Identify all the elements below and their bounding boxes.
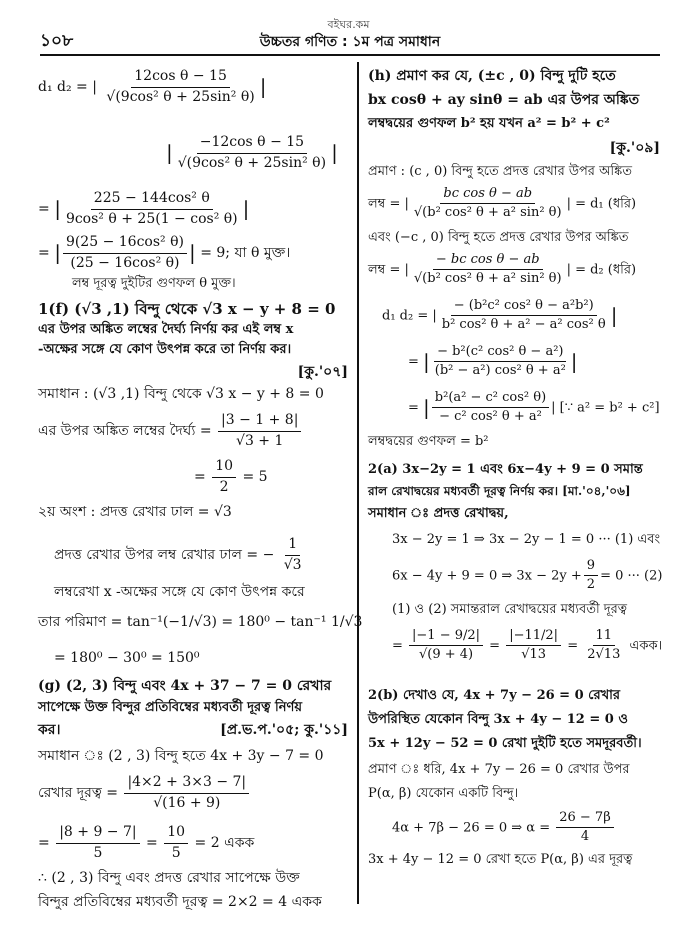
watermark-text: বইঘর.কম [327,18,370,31]
proof-2b-line-1: প্রমাণ ঃ ধরি, 4x + 7y − 26 = 0 রেখার উপর [368,762,630,777]
text: লম্ব = | [368,196,409,212]
proof-line-5: d₁ d₂ = | $\frac{\text{− (b²c² cos² θ − a²b²)}}{\text{b² cos² θ + a² − a² cos² θ}}$ | [382,298,618,333]
proof-2b-line-3 [392,810,616,846]
question-2a-line-2: রাল রেখাদ্বয়ের মধ্যবর্তী দূরত্ব নির্ণয় কর। [মা.'০৪,'০৬] [368,484,631,498]
part-2-heading: ২য় অংশ : প্রদত্ত রেখার ঢাল = √3 [38,504,232,520]
d1d2-line-3: = | $\frac{\text{225 − 144cos² θ}}{\text{9cos² θ + 25(1 − cos² θ)}}$ | [38,190,250,227]
denominator: √(16 + 9) [153,794,221,811]
fraction [103,68,257,106]
denominator: b² cos² θ + a² − a² cos² θ [441,317,606,333]
question-g-tag: [প্র.ভ.প.'০৫; কু.'১১] [220,722,348,738]
text: | = d₂ (ধরি) [566,262,637,278]
question-h-tag: [কু.'০৯] [609,140,660,156]
denominator: √3 [283,556,302,573]
equation-lhs: d₁ d₂ = | [38,79,97,95]
fraction [164,824,188,862]
proof-line-6: = | $\frac{\text{− b²(c² cos² θ − a²)}}{\text{(b² − a²) cos² θ + a²}}$ | [408,344,578,379]
fraction [411,186,565,222]
numerator: 225 − 144cos² θ [91,190,213,210]
denominator: √13 [521,647,547,663]
numerator: 9(25 − 16cos² θ) [63,234,187,254]
numerator: 9 [584,558,598,576]
denominator: √(b² cos² θ + a² sin² θ) [413,205,562,221]
denominator: √(9 + 4) [418,647,474,663]
text: 6x − 4y + 9 = 0 ⇒ 3x − 2y + [392,568,582,584]
text: 4α + 7β − 26 = 0 ⇒ α = [392,820,551,836]
parallel-distance-text: (1) ও (2) সমান্তরাল রেখাদ্বয়ের মধ্যবর্তী দূরত্ব [392,602,628,617]
angle-line-2: তার পরিমাণ = tan⁻¹(−1/√3) = 180⁰ − tan⁻¹ 1/√3 [38,614,363,630]
fraction [212,458,236,496]
text: = 0 ··· (2) [600,568,663,584]
solution-g-line-2 [38,774,251,812]
question-g-line-1: (g) (2, 3) বিন্দু এবং 4x + 37 − 7 = 0 রেখার [38,678,332,694]
fraction [56,824,139,862]
result-text: = 9; যা θ মুক্ত। [200,245,291,261]
denominator: − c² cos² θ + a² [439,409,542,425]
question-1f-tag: [কু.'০৭] [297,364,348,380]
denominator: √3 + 1 [236,432,284,449]
fraction [218,412,301,450]
result: = 5 [242,469,268,485]
fraction [506,628,561,664]
text: | = d₁ (ধরি) [566,196,637,212]
text: রেখার দূরত্ব = [38,785,118,801]
unit-text: একক। [629,638,663,654]
denominator: 9cos² θ + 25(1 − cos² θ) [65,210,238,227]
question-1f-line-1: 1(f) (√3 ,1) বিন্দু থেকে √3 x − y + 8 = 0 [38,300,336,318]
fraction [439,298,609,334]
fraction [63,190,241,228]
equation-1: 3x − 2y = 1 ⇒ 3x − 2y − 1 = 0 ··· (1) এবং [392,532,661,547]
numerator: |3 − 1 + 8| [218,412,301,432]
column-divider [357,62,359,904]
question-1f-line-2: এর উপর অঙ্কিত লম্বের দৈর্ঘ্য নির্ণয় কর এই লম্ব x [38,322,294,337]
numerator: −12cos θ − 15 [197,134,307,154]
text: প্রদত্ত রেখার উপর লম্ব রেখার ঢাল = − [54,547,275,563]
numerator: |−11/2| [506,628,561,646]
perpendicular-slope [54,536,307,574]
solution-1f-line-1: সমাধান : (√3 ,1) বিন্দু থেকে √3 x − y + 8 = 0 [38,386,324,402]
numerator: |−1 − 9/2| [409,628,483,646]
denominator: (25 − 16cos² θ) [70,254,180,271]
proof-line-2 [368,186,636,222]
proof-conclusion: লম্বদ্বয়ের গুণফল = b² [368,434,489,449]
denominator: √(9cos² θ + 25sin² θ) [177,154,327,171]
numerator: |8 + 9 − 7| [56,824,139,844]
solution-1f-line-2 [38,412,303,450]
numerator: − bc cos θ − ab [433,252,543,270]
fraction [281,536,305,574]
numerator: 10 [164,824,188,844]
question-2b-line-3: 5x + 12y − 52 = 0 রেখা দুইটি হতে সমদূরবর্তী। [368,736,642,751]
denominator: 2 [219,478,229,495]
d1d2-line-4: = | $\frac{\text{9(25 − 16cos² θ)}}{\text{(25 − 16cos² θ)}}$ | = 9; যা θ মুক্ত। [38,234,291,271]
fraction [432,390,549,426]
equation-2 [392,558,662,594]
numerator: bc cos θ − ab [440,186,535,204]
question-1f-line-3: -অক্ষের সঙ্গে যে কোণ উৎপন্ন করে তা নির্ণয় কর। [38,342,292,357]
question-g-line-3: কর। [38,722,61,738]
denominator: 2√13 [587,647,621,663]
proof-line-4 [368,252,636,288]
denominator: 4 [580,829,590,845]
question-h-line-1: (h) প্রমাণ কর যে, (±c , 0) বিন্দু দুটি হতে [368,68,616,84]
angle-line-3: = 180⁰ − 30⁰ = 150⁰ [54,650,200,666]
numerator: 12cos θ − 15 [131,68,230,88]
parallel-distance-calc: = $\frac{|-1 - 9/2|}{√(9 + 4)}$ = $\frac{|-11/2|}{√13}$ = $\frac{11}{2√13}$ একক। [392,628,663,663]
proof-line-1: প্রমাণ : (c , 0) বিন্দু হতে প্রদত্ত রেখার উপর অঙ্কিত [368,164,632,179]
numerator: 11 [593,628,616,646]
fraction [175,134,329,172]
fraction [409,628,483,664]
solution-g-line-1: সমাধান ঃ (2 , 3) বিন্দু হতে 4x + 3y − 7 = 0 [38,748,324,764]
fraction [63,234,187,272]
solution-1f-line-3: = $\frac{10}{2}$ = 5 [194,458,268,495]
denominator: √(b² cos² θ + a² sin² θ) [413,271,562,287]
numerator: b²(a² − c² cos² θ) [432,390,549,408]
page-header [40,28,660,56]
text: | [∵ a² = b² + c²] [551,400,660,416]
question-h-line-2: bx cosθ + ay sinθ = ab এর উপর অঙ্কিত [368,92,640,108]
result: = 2 একক [194,835,255,851]
question-2b-line-1: 2(b) দেখাও যে, 4x + 7y − 26 = 0 রেখার [368,688,621,703]
proof-2b-line-4: 3x + 4y − 12 = 0 রেখা হতে P(α, β) এর দূরত্ব [368,852,633,867]
denominator: 5 [171,844,181,861]
denominator: √(9cos² θ + 25sin² θ) [106,88,255,105]
numerator: 10 [212,458,236,478]
numerator: |4×2 + 3×3 − 7| [124,774,249,794]
fraction [432,344,569,380]
denominator: (b² − a²) cos² θ + a² [434,363,566,379]
solution-g-line-3: = $\frac{|8 + 9 - 7|}{5}$ = $\frac{10}{5}$ = 2 একক [38,824,255,861]
numerator: − b²(c² cos² θ − a²) [434,344,566,362]
denominator: 2 [586,577,596,593]
proof-line-3: এবং (−c , 0) বিন্দু হতে প্রদত্ত রেখার উপর অঙ্কিত [368,230,629,245]
question-h-line-3: লম্বদ্বয়ের গুণফল b² হয় যখন a² = b² + c² [368,116,610,131]
solution-2a-heading: সমাধান ঃ প্রদত্ত রেখাদ্বয়, [368,506,509,521]
text: এর উপর অঙ্কিত লম্বের দৈর্ঘ্য = [38,423,212,439]
product-free-note: লম্ব দূরত্ব দুইটির গুণফল θ মুক্ত। [72,276,236,291]
solution-g-line-4: ∴ (2 , 3) বিন্দু এবং প্রদত্ত রেখার সাপেক্ষে উক্ত [38,870,300,886]
fraction [124,774,249,812]
fraction [411,252,565,288]
angle-line-1: লম্বরেখা x -অক্ষের সঙ্গে যে কোণ উৎপন্ন করে [54,584,305,600]
d1d2-line-2: | $\frac{\text{−12cos θ − 15}}{\text{√(9cos² θ + 25sin² θ)}}$ | [166,134,338,171]
fraction [584,558,598,594]
book-title: উচ্চতর গণিত : ১ম পত্র সমাধান [259,34,441,50]
text: লম্ব = | [368,262,409,278]
fraction [584,628,623,664]
numerator: 26 − 7β [556,810,614,828]
proof-line-7: = | $\frac{\text{b²(a² − c² cos² θ)}}{\text{− c² cos² θ + a²}}$ | [∵ a² = b² + c²] [408,390,660,425]
fraction [556,810,614,846]
denominator: 5 [93,844,103,861]
numerator: − (b²c² cos² θ − a²b²) [451,298,597,316]
proof-2b-line-2: P(α, β) যেকোন একটি বিন্দু। [368,786,519,801]
solution-g-line-5: বিন্দুর প্রতিবিম্বের মধ্যবর্তী দূরত্ব = 2×2 = 4 একক [38,894,322,910]
page-number: ১০৮ [40,31,74,51]
d1d2-line-1: d₁ d₂ = | $\frac{\text{12cos θ − 15}}{\text{√(9cos² θ + 25sin² θ)}}$ | [38,68,267,105]
text: d₁ d₂ = | [382,308,437,324]
numerator: 1 [285,536,300,556]
question-2a-line-1: 2(a) 3x−2y = 1 এবং 6x−4y + 9 = 0 সমান্ত [368,462,643,477]
question-2b-line-2: উপরিস্থিত যেকোন বিন্দু 3x + 4y − 12 = 0 ও [368,712,628,727]
question-g-line-2: সাপেক্ষে উক্ত বিন্দুর প্রতিবিম্বের মধ্যবর্তী দূরত্ব নির্ণয় [38,700,302,715]
